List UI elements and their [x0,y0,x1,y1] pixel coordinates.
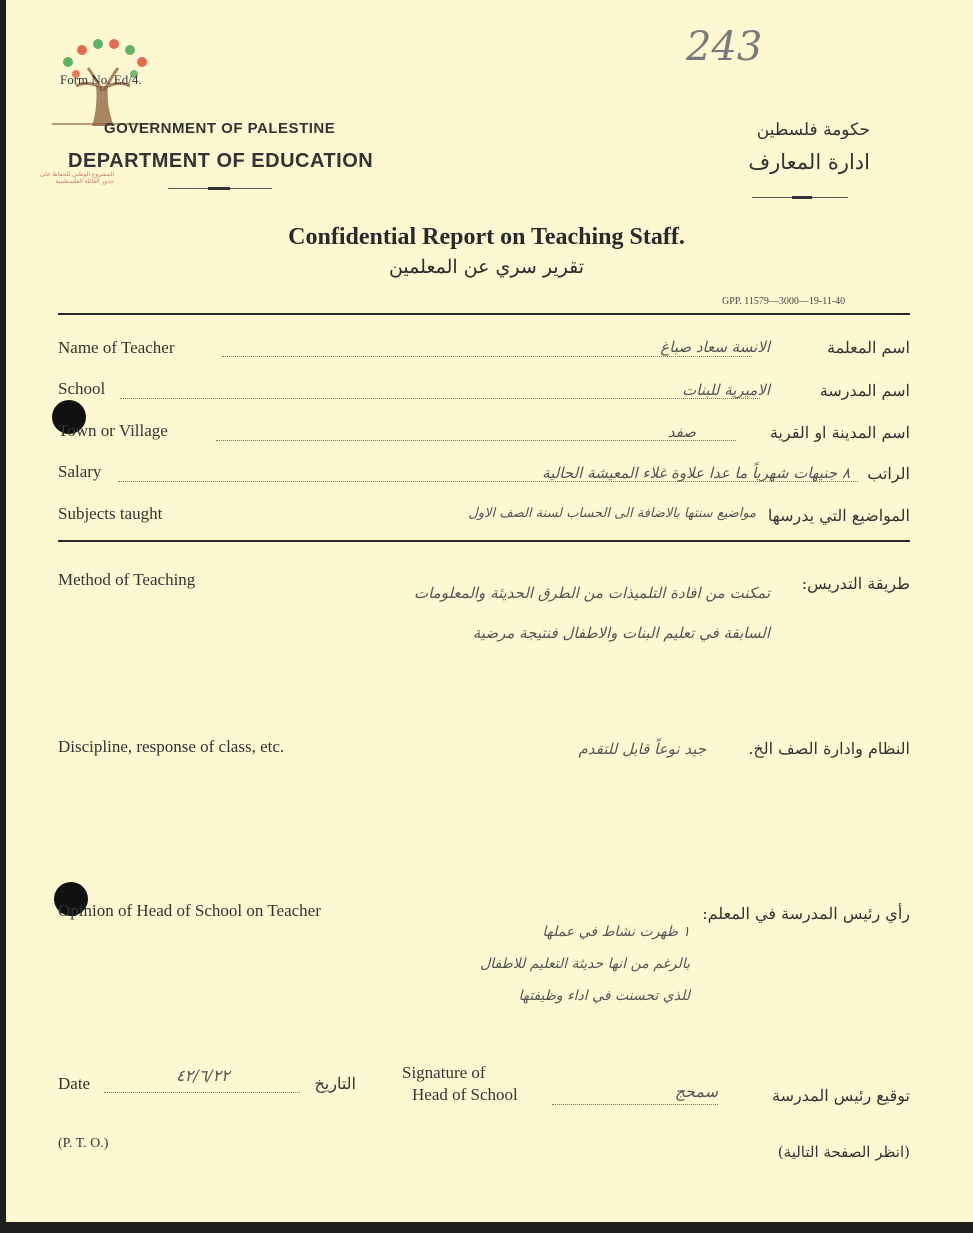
scan-edge-bottom [0,1222,973,1233]
opinion-text-line-1: ١ ظهرت نشاط في عملها [542,924,690,940]
pto-en: (P. T. O.) [58,1136,109,1151]
opinion-text-line-3: للذي تحسنت في اداء وظيفتها [518,988,690,1004]
date-dotted-line [104,1092,300,1093]
method-text-line-2: السابقة في تعليم البنات والاطفال فنتيجة مرضية [472,624,770,642]
name-dotted-line [222,356,752,357]
school-label-ar: اسم المدرسة [819,381,910,400]
pto-ar: (انظر الصفحة التالية) [777,1143,910,1161]
opinion-text-line-2: بالرغم من انها حديثة التعليم للاطفال [480,956,690,972]
signature-label-en-1: Signature of [402,1063,486,1082]
subjects-value: مواضيع سنتها بالاضافة الى الحساب لسنة الصف الاول [468,506,756,521]
salary-value: ٨ جنيهات شهرياً ما عدا علاوة غلاء المعيشة الحالية [542,464,850,482]
header-rule-right-mark [792,196,812,199]
government-title-en: GOVERNMENT OF PALESTINE [104,120,336,137]
top-divider [58,313,910,315]
government-title-ar: حكومة فلسطين [756,120,870,140]
method-text-line-1: تمكنت من افادة التلميذات من الطرق الحديثة والمعلومات [413,584,770,602]
subjects-label-ar: المواضيع التي يدرسها [767,506,910,525]
town-label-ar: اسم المدينة او القرية [769,423,910,442]
town-value: صفد [667,423,696,441]
discipline-label-en: Discipline, response of class, etc. [58,737,285,756]
opinion-label-ar: رأي رئيس المدرسة في المعلم: [702,904,910,923]
town-label-en: Town or Village [58,421,168,440]
print-reference: GPP. 11579—3000—19-11-40 [722,296,846,307]
opinion-label-en: Opinion of Head of School on Teacher [58,901,321,920]
discipline-label-ar: النظام وادارة الصف الخ. [748,739,910,758]
watermark-caption: المشروع الوطني للحفاظ على جذور العائلة الفلسطينية [40,172,114,185]
signature-dotted-line [552,1104,718,1105]
date-label-ar: التاريخ [314,1074,356,1093]
signature-label-ar: توقيع رئيس المدرسة [772,1086,910,1105]
salary-label-en: Salary [58,462,102,481]
method-label-en: Method of Teaching [58,570,196,589]
department-title-ar: ادارة المعارف [748,150,870,174]
name-label-en: Name of Teacher [58,338,175,357]
signature-value: سمحج [674,1082,718,1101]
school-label-en: School [58,379,106,398]
date-value: ٤٢/٦/٢٢ [176,1066,230,1085]
report-title-en: Confidential Report on Teaching Staff. [288,224,685,250]
scan-edge-left [0,0,6,1233]
department-title-en: DEPARTMENT OF EDUCATION [68,150,374,172]
form-number: Form No. Ed/4. [60,72,142,87]
salary-label-ar: الراتب [867,464,910,483]
name-label-ar: اسم المعلمة [827,338,910,357]
signature-label-en-2: Head of School [412,1085,518,1104]
date-label-en: Date [58,1074,91,1093]
discipline-text: جيد نوعاً قابل للتقدم [578,740,706,758]
middle-divider [58,540,910,542]
school-value: الاميرية للبنات [682,381,770,399]
name-value: الانسة سعاد صباغ [660,338,770,356]
page-number: 243 [686,24,763,70]
report-title-ar: تقرير سري عن المعلمين [388,256,585,278]
method-label-ar: طريقة التدريس: [801,574,910,593]
subjects-label-en: Subjects taught [58,504,163,523]
header-rule-left-mark [208,187,230,190]
